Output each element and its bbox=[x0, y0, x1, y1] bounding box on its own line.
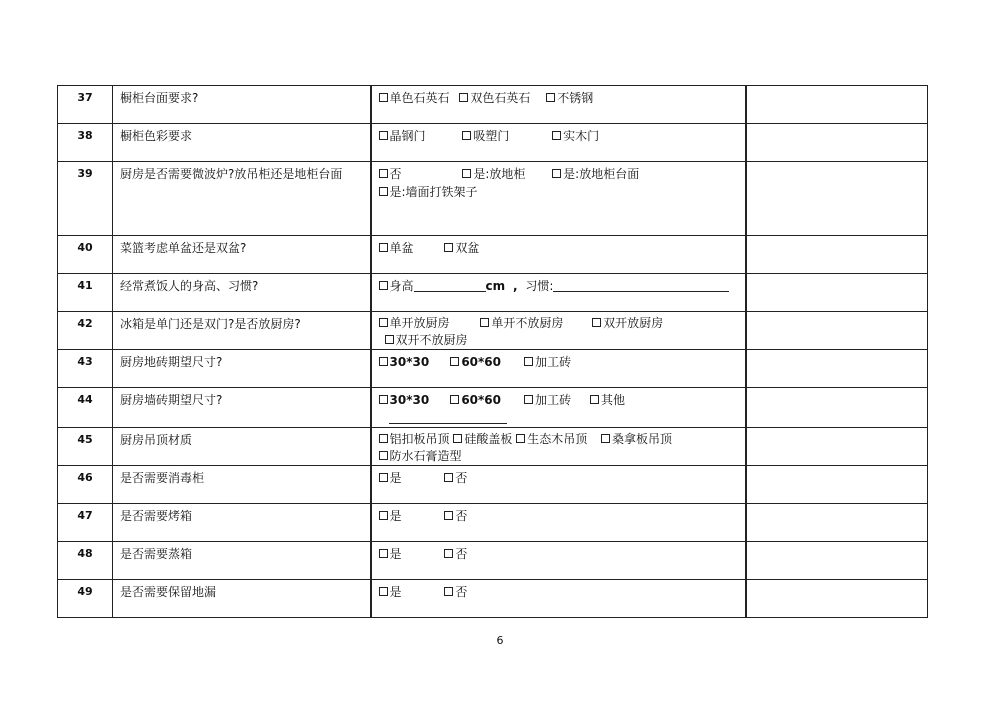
checkbox-option[interactable]: 是 bbox=[379, 507, 441, 525]
notes-cell[interactable] bbox=[746, 236, 928, 274]
checkbox-option[interactable]: 否 bbox=[444, 583, 467, 601]
checkbox-icon bbox=[379, 587, 388, 596]
checkbox-icon bbox=[459, 93, 468, 102]
checkbox-option[interactable]: 双开不放厨房 bbox=[385, 332, 468, 349]
checkbox-icon bbox=[379, 169, 388, 178]
row-number: 49 bbox=[58, 580, 113, 618]
checkbox-option[interactable]: 是 bbox=[379, 469, 441, 487]
checkbox-icon bbox=[444, 473, 453, 482]
row-number: 46 bbox=[58, 466, 113, 504]
checkbox-icon bbox=[379, 187, 388, 196]
notes-cell[interactable] bbox=[746, 388, 928, 428]
checkbox-option[interactable]: 是:墙面打铁架子 bbox=[379, 183, 478, 201]
table-row bbox=[58, 504, 928, 542]
row-number: 40 bbox=[58, 236, 113, 274]
checkbox-icon bbox=[480, 318, 489, 327]
notes-cell[interactable] bbox=[746, 504, 928, 542]
checkbox-icon bbox=[524, 357, 533, 366]
other-input-line[interactable] bbox=[389, 411, 507, 424]
checkbox-icon bbox=[379, 281, 388, 290]
answer-options bbox=[371, 388, 746, 428]
checkbox-option[interactable]: 60*60 bbox=[450, 353, 520, 371]
checkbox-option[interactable]: 单色石英石 bbox=[379, 89, 450, 107]
answer-options bbox=[371, 86, 746, 124]
checkbox-icon bbox=[453, 434, 462, 443]
table-row bbox=[58, 542, 928, 580]
question-text: 橱柜台面要求? bbox=[113, 86, 371, 124]
checkbox-icon bbox=[379, 473, 388, 482]
question-text: 是否需要保留地漏 bbox=[113, 580, 371, 618]
notes-cell[interactable] bbox=[746, 312, 928, 350]
answer-options bbox=[371, 504, 746, 542]
height-field-label: 身高 bbox=[379, 277, 414, 295]
notes-cell[interactable] bbox=[746, 162, 928, 236]
checkbox-option[interactable]: 60*60 bbox=[450, 391, 520, 409]
checkbox-option[interactable]: 是 bbox=[379, 545, 441, 563]
notes-cell[interactable] bbox=[746, 86, 928, 124]
row-number: 44 bbox=[58, 388, 113, 428]
answer-options bbox=[371, 236, 746, 274]
checkbox-icon bbox=[450, 357, 459, 366]
notes-cell[interactable] bbox=[746, 428, 928, 466]
table-row bbox=[58, 86, 928, 124]
table-row bbox=[58, 428, 928, 466]
checkbox-option[interactable]: 是 bbox=[379, 583, 441, 601]
checkbox-icon bbox=[552, 169, 561, 178]
table-row bbox=[58, 388, 928, 428]
checkbox-icon bbox=[601, 434, 610, 443]
answer-options bbox=[371, 350, 746, 388]
answer-options bbox=[371, 124, 746, 162]
table-row bbox=[58, 236, 928, 274]
checkbox-icon bbox=[379, 511, 388, 520]
table-row bbox=[58, 312, 928, 350]
questionnaire-table bbox=[57, 85, 928, 618]
checkbox-icon bbox=[379, 434, 388, 443]
checkbox-option[interactable]: 铝扣板吊顶 bbox=[379, 431, 450, 448]
answer-options bbox=[371, 542, 746, 580]
notes-cell[interactable] bbox=[746, 274, 928, 312]
checkbox-option[interactable]: 是:放地柜台面 bbox=[552, 165, 639, 183]
checkbox-icon bbox=[379, 131, 388, 140]
checkbox-option[interactable]: 单开放厨房 bbox=[379, 315, 477, 332]
checkbox-option[interactable]: 否 bbox=[444, 469, 467, 487]
notes-cell[interactable] bbox=[746, 580, 928, 618]
checkbox-option[interactable]: 硅酸盖板 bbox=[453, 431, 512, 448]
height-unit: cm bbox=[485, 279, 506, 293]
table-row bbox=[58, 350, 928, 388]
checkbox-icon bbox=[592, 318, 601, 327]
question-text: 是否需要烤箱 bbox=[113, 504, 371, 542]
habit-field-label: 习惯: bbox=[525, 279, 554, 293]
checkbox-icon bbox=[379, 395, 388, 404]
page-number: 6 bbox=[496, 634, 504, 647]
checkbox-option[interactable]: 实木门 bbox=[552, 127, 599, 145]
checkbox-icon bbox=[546, 93, 555, 102]
checkbox-option[interactable]: 生态木吊顶 bbox=[516, 431, 587, 448]
checkbox-option[interactable]: 加工砖 bbox=[524, 391, 586, 409]
row-number: 38 bbox=[58, 124, 113, 162]
checkbox-option[interactable]: 单开不放厨房 bbox=[480, 315, 588, 332]
checkbox-icon bbox=[516, 434, 525, 443]
question-text: 是否需要蒸箱 bbox=[113, 542, 371, 580]
table-row bbox=[58, 274, 928, 312]
checkbox-icon bbox=[379, 93, 388, 102]
checkbox-option[interactable]: 单盆 bbox=[379, 239, 441, 257]
answer-options bbox=[371, 428, 746, 466]
notes-cell[interactable] bbox=[746, 350, 928, 388]
question-text: 菜篮考虑单盆还是双盆? bbox=[113, 236, 371, 274]
checkbox-option[interactable]: 其他 bbox=[590, 391, 625, 409]
row-number: 48 bbox=[58, 542, 113, 580]
checkbox-icon bbox=[462, 169, 471, 178]
row-number: 39 bbox=[58, 162, 113, 236]
question-text: 厨房是否需要微波炉?放吊柜还是地柜台面 bbox=[113, 162, 371, 236]
answer-options bbox=[371, 312, 746, 350]
checkbox-option[interactable]: 防水石膏造型 bbox=[379, 448, 462, 465]
question-text: 橱柜色彩要求 bbox=[113, 124, 371, 162]
checkbox-icon bbox=[379, 243, 388, 252]
checkbox-option[interactable]: 吸塑门 bbox=[462, 127, 548, 145]
separator-comma: , bbox=[512, 279, 518, 293]
answer-options bbox=[371, 274, 746, 312]
checkbox-option[interactable]: 晶钢门 bbox=[379, 127, 459, 145]
checkbox-icon bbox=[385, 335, 394, 344]
checkbox-icon bbox=[379, 357, 388, 366]
row-number: 47 bbox=[58, 504, 113, 542]
checkbox-option[interactable]: 是:放地柜 bbox=[462, 165, 548, 183]
checkbox-icon bbox=[444, 587, 453, 596]
question-text: 厨房吊顶材质 bbox=[113, 428, 371, 466]
checkbox-option[interactable]: 双开放厨房 bbox=[592, 315, 663, 332]
table-row bbox=[58, 162, 928, 236]
row-number: 37 bbox=[58, 86, 113, 124]
answer-options bbox=[371, 466, 746, 504]
checkbox-option[interactable]: 桑拿板吊顶 bbox=[601, 431, 672, 448]
checkbox-option[interactable]: 双色石英石 bbox=[459, 89, 530, 107]
checkbox-option[interactable]: 否 bbox=[444, 545, 467, 563]
table-row bbox=[58, 466, 928, 504]
habit-input-line[interactable] bbox=[553, 279, 729, 292]
checkbox-icon bbox=[379, 451, 388, 460]
row-number: 45 bbox=[58, 428, 113, 466]
table-row bbox=[58, 124, 928, 162]
checkbox-icon bbox=[444, 549, 453, 558]
checkbox-icon bbox=[444, 511, 453, 520]
checkbox-icon bbox=[379, 549, 388, 558]
checkbox-icon bbox=[590, 395, 599, 404]
row-number: 41 bbox=[58, 274, 113, 312]
checkbox-option[interactable]: 30*30 bbox=[379, 391, 447, 409]
checkbox-icon bbox=[524, 395, 533, 404]
notes-cell[interactable] bbox=[746, 542, 928, 580]
checkbox-option[interactable]: 加工砖 bbox=[524, 353, 571, 371]
checkbox-option[interactable]: 否 bbox=[379, 165, 459, 183]
checkbox-icon bbox=[379, 318, 388, 327]
table-row bbox=[58, 580, 928, 618]
checkbox-option[interactable]: 否 bbox=[444, 507, 467, 525]
checkbox-icon bbox=[462, 131, 471, 140]
checkbox-option[interactable]: 30*30 bbox=[379, 353, 447, 371]
checkbox-icon bbox=[450, 395, 459, 404]
row-number: 42 bbox=[58, 312, 113, 350]
question-text: 是否需要消毒柜 bbox=[113, 466, 371, 504]
question-text: 冰箱是单门还是双门?是否放厨房? bbox=[113, 312, 371, 350]
row-number: 43 bbox=[58, 350, 113, 388]
checkbox-icon bbox=[444, 243, 453, 252]
answer-options bbox=[371, 162, 746, 236]
question-text: 经常煮饭人的身高、习惯? bbox=[113, 274, 371, 312]
notes-cell[interactable] bbox=[746, 466, 928, 504]
answer-options bbox=[371, 580, 746, 618]
question-text: 厨房地砖期望尺寸? bbox=[113, 350, 371, 388]
checkbox-option[interactable]: 不锈钢 bbox=[546, 89, 593, 107]
question-text: 厨房墙砖期望尺寸? bbox=[113, 388, 371, 428]
height-input-line[interactable] bbox=[414, 279, 486, 292]
checkbox-icon bbox=[552, 131, 561, 140]
notes-cell[interactable] bbox=[746, 124, 928, 162]
checkbox-option[interactable]: 双盆 bbox=[444, 239, 479, 257]
